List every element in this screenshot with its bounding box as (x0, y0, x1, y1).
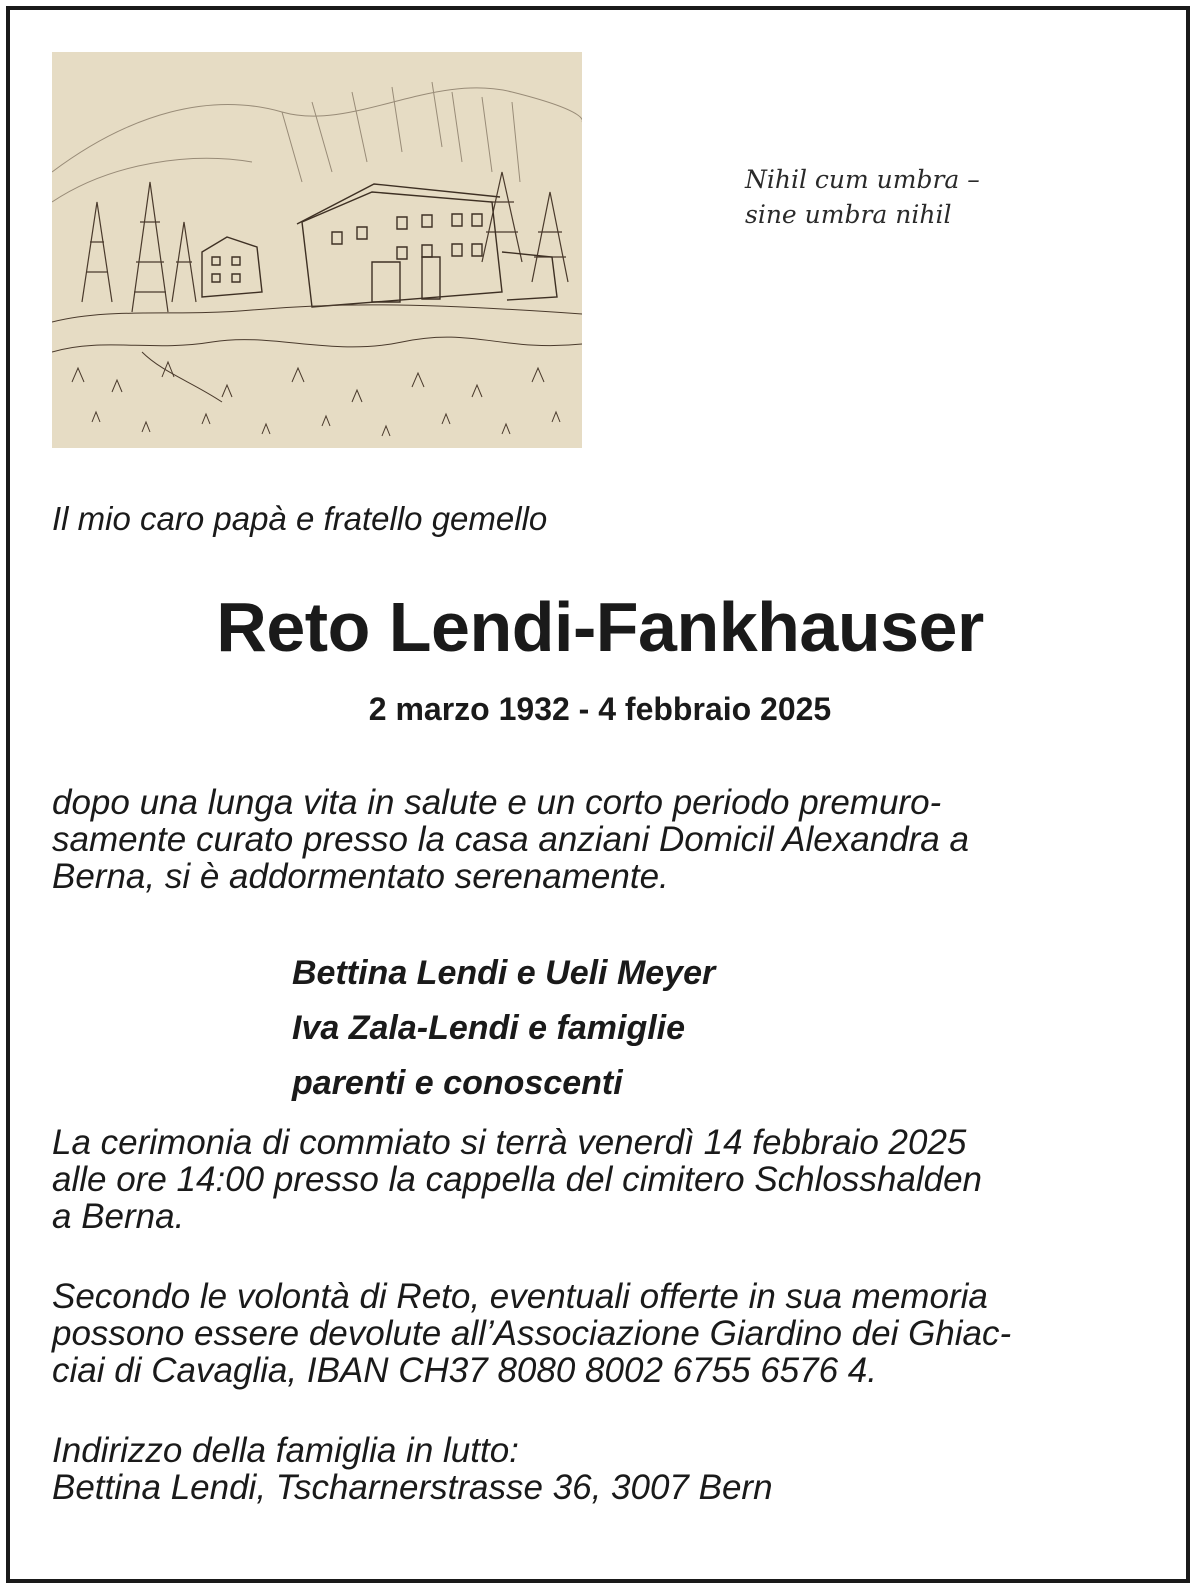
farmhouse-sketch-image (52, 52, 582, 448)
paragraph-line: alle ore 14:00 presso la cappella del cimitero Schlosshalden (52, 1160, 982, 1199)
paragraph-line: ciai di Cavaglia, IBAN CH37 8080 8002 6755 6576 4. (52, 1351, 877, 1390)
paragraph-line: samente curato presso la casa anziani Domicil Alexandra a (52, 820, 969, 859)
deceased-name: Reto Lendi-Fankhauser (216, 588, 984, 666)
paragraph-line: Bettina Lendi, Tscharnerstrasse 36, 3007 Bern (52, 1468, 773, 1507)
mourners-list (292, 946, 715, 1111)
donation-paragraph (52, 1278, 1152, 1389)
paragraph-line: Indirizzo della famiglia in lutto: (52, 1431, 519, 1470)
mourner-entry: Bettina Lendi e Ueli Meyer (292, 954, 716, 992)
motto-line: sine umbra nihil (745, 200, 952, 229)
life-dates: 2 marzo 1932 - 4 febbraio 2025 (368, 691, 832, 727)
latin-motto (745, 162, 980, 232)
intro-line: Il mio caro papà e fratello gemello (52, 500, 548, 537)
address-paragraph (52, 1432, 1152, 1506)
paragraph-line: Secondo le volontà di Reto, eventuali offerte in sua memoria (52, 1277, 988, 1316)
paragraph-line: dopo una lunga vita in salute e un corto periodo premuro- (52, 783, 942, 822)
farmhouse-sketch-icon (52, 52, 582, 448)
passing-paragraph (52, 784, 1152, 895)
ceremony-paragraph (52, 1124, 1152, 1235)
motto-line: Nihil cum umbra – (745, 165, 980, 194)
paragraph-line: possono essere devolute all’Associazione Giardino dei Ghiac- (52, 1314, 1012, 1353)
paragraph-line: Berna, si è addormentato serenamente. (52, 857, 669, 896)
mourner-entry: Iva Zala-Lendi e famiglie (292, 1009, 686, 1047)
mourner-entry: parenti e conoscenti (292, 1064, 623, 1102)
paragraph-line: La cerimonia di commiato si terrà venerdì 14 febbraio 2025 (52, 1123, 967, 1162)
paragraph-line: a Berna. (52, 1197, 185, 1236)
